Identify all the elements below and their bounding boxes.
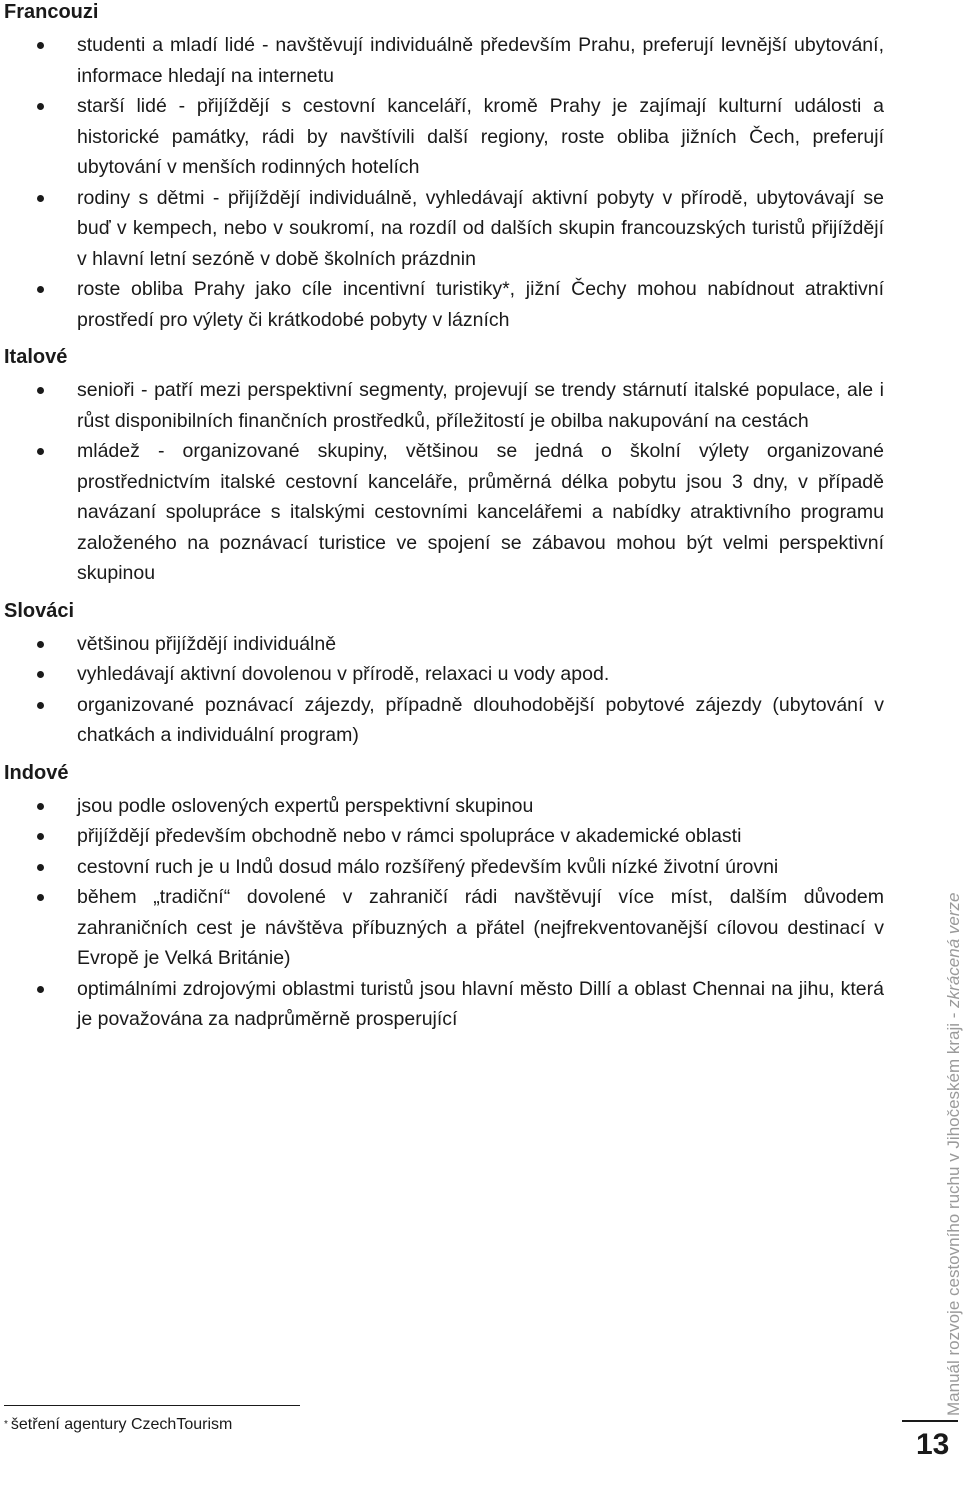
section-italove [4,345,884,589]
page-number-divider [902,1420,958,1422]
list-item: během „tradiční“ dovolené v zahraničí rádi navštěvují více míst, dalším důvodem zahraničních cest je návštěva příbuzných a přátel (nejfrekventovanější cílovou destinací v Evropě je Velká Británie) [4,882,884,974]
bullet-icon [37,286,44,293]
footnote-marker: * [4,1419,8,1430]
running-title-main: Manuál rozvoje cestovního ruchu v Jihočeském kraji - [944,1007,963,1416]
bullet-icon [37,864,44,871]
bullet-icon [37,103,44,110]
section-title: Italové [4,346,68,368]
list-item: organizované poznávací zájezdy, případně dlouhodobější pobytové zájezdy (ubytování v chatkách a individuální program) [4,690,884,751]
bullet-icon [37,641,44,648]
page-number: 13 [916,1428,950,1461]
document-body [4,0,884,1035]
list-item: roste obliba Prahy jako cíle incentivní turistiky*, jižní Čechy mohou nabídnout atraktivní prostředí pro výlety či krátkodobé pobyty v lázních [4,274,884,335]
bullet-icon [37,448,44,455]
footnote-text: šetření agentury CzechTourism [10,1416,233,1433]
list-item: mládež - organizované skupiny, většinou se jedná o školní výlety organizované prostřednictvím italské cestovní kanceláře, průměrná délka pobytu jsou 3 dny, v případě navázaní spolupráce s italskými cestovními kancelářemi a nabídky atraktivního programu založeného na poznávací turistice ve spojení se zábavou mohou být velmi perspektivní skupinou [4,436,884,589]
section-indove [4,761,884,1035]
bullet-list [4,30,884,335]
bullet-icon [37,42,44,49]
bullet-icon [37,195,44,202]
section-title: Slováci [4,599,75,622]
section-slovaci [4,599,884,751]
list-item: studenti a mladí lidé - navštěvují individuálně především Prahu, preferují levnější ubytování, informace hledají na internetu [4,30,884,91]
bullet-list [4,791,884,1035]
bullet-icon [37,833,44,840]
list-item: optimálními zdrojovými oblastmi turistů jsou hlavní město Dillí a oblast Chennai na jihu, která je považována za nadprůměrně prosperující [4,974,884,1035]
list-item: většinou přijíždějí individuálně [4,629,884,660]
bullet-icon [37,387,44,394]
running-title-version: zkrácená verze [944,892,963,1008]
section-title: Francouzi [4,1,99,23]
bullet-icon [37,803,44,810]
list-item: vyhledávají aktivní dovolenou v přírodě, relaxaci u vody apod. [4,659,884,690]
bullet-icon [37,671,44,678]
bullet-icon [37,894,44,901]
footnote-divider [4,1405,300,1406]
bullet-icon [37,702,44,709]
list-item: starší lidé - přijíždějí s cestovní kanceláří, kromě Prahy je zajímají kulturní události a historické památky, rádi by navštívili další regiony, roste obliba jižních Čech, preferují ubytování v menších rodinných hotelích [4,91,884,183]
section-title: Indové [4,761,69,784]
list-item: cestovní ruch je u Indů dosud málo rozšířený především kvůli nízké životní úrovni [4,852,884,883]
list-item: přijíždějí především obchodně nebo v rámci spolupráce v akademické oblasti [4,821,884,852]
footnote [4,1414,232,1436]
list-item: senioři - patří mezi perspektivní segmenty, projevují se trendy stárnutí italské populace, ale i růst disponibilních finančních prostředků, příležitostí je obilba nakupování na cestách [4,375,884,436]
list-item: rodiny s dětmi - přijíždějí individuálně, vyhledávají aktivní pobyty v přírodě, ubytovávají se buď v kempech, nebo v soukromí, na rozdíl od dalších skupin francouzských turistů přijíždějí v hlavní letní sezóně v době školních prázdnin [4,183,884,275]
running-title [944,893,964,1416]
list-item: jsou podle oslovených expertů perspektivní skupinou [4,791,884,822]
bullet-icon [37,986,44,993]
bullet-list [4,375,884,589]
bullet-list [4,629,884,751]
section-francouzi [4,0,884,335]
